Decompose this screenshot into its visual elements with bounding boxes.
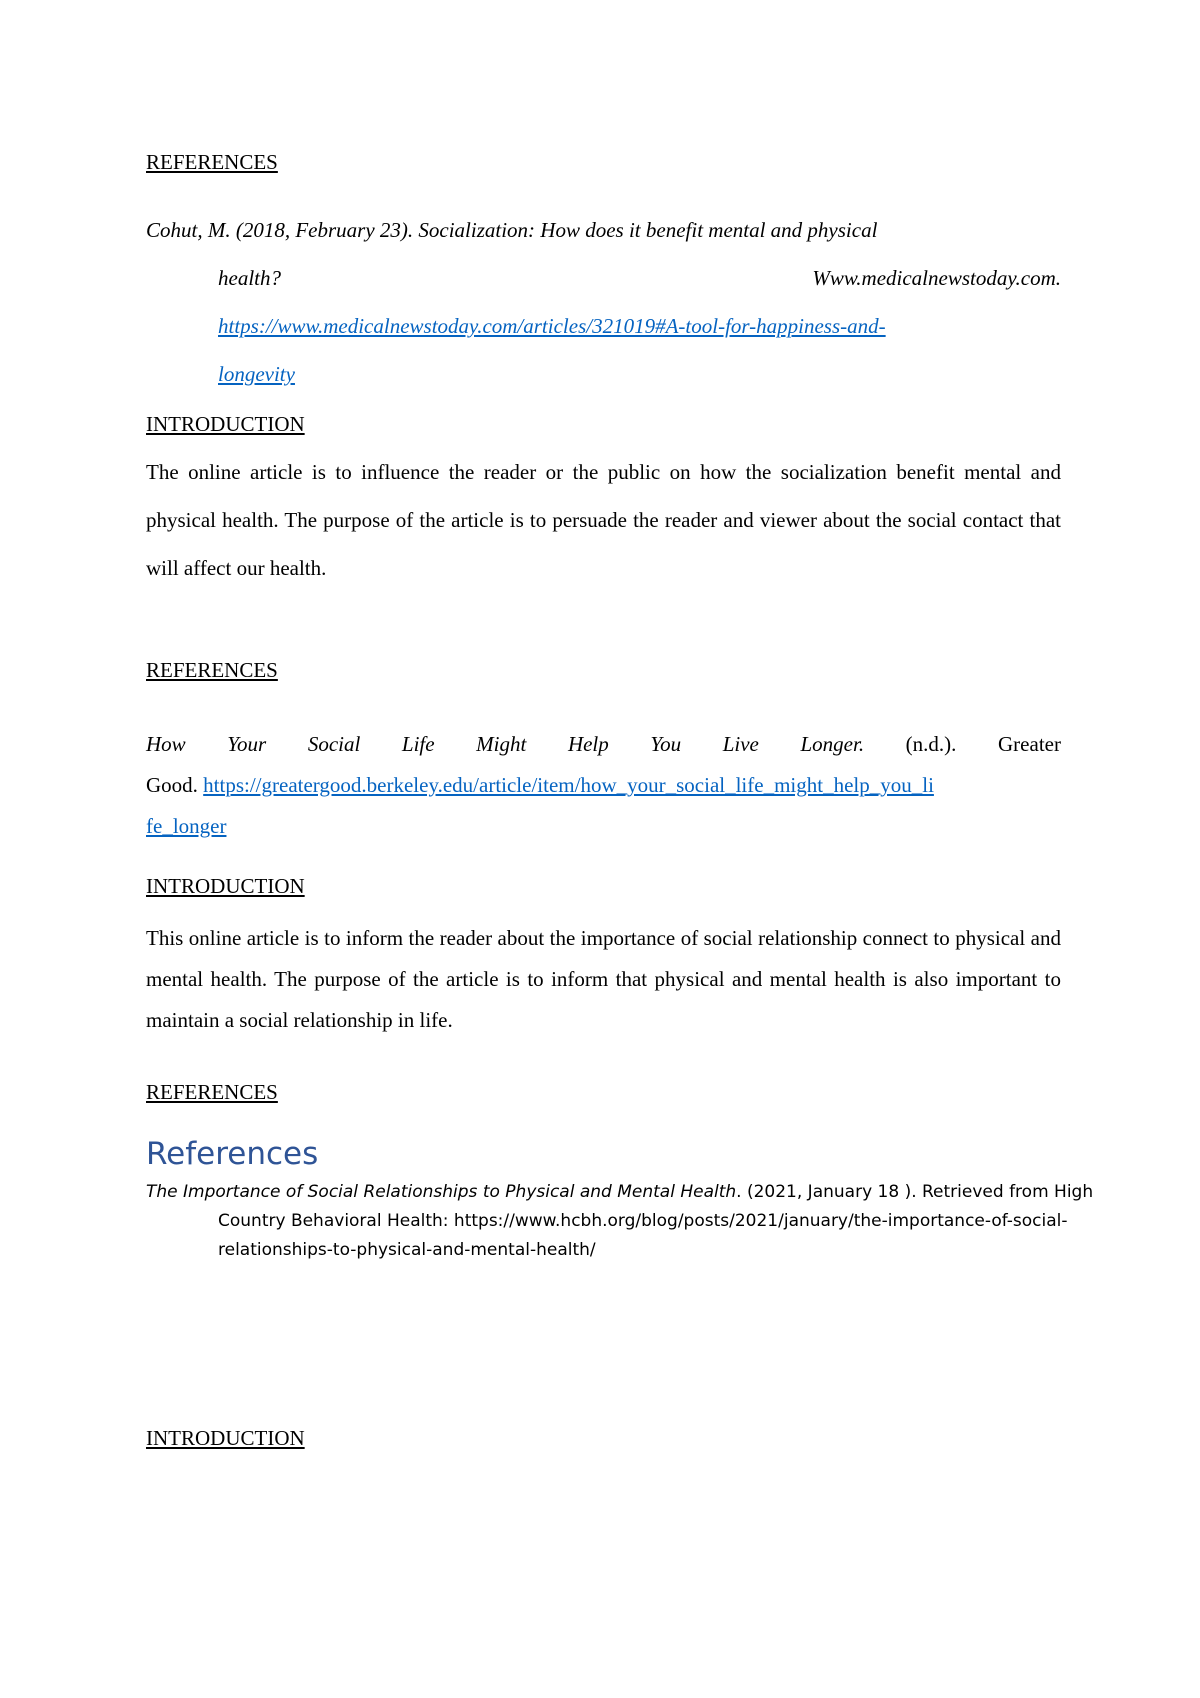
citation-1-title-end: health? [218, 266, 281, 290]
citation-2-nd: (n.d.). [905, 732, 957, 756]
citation-2 [146, 724, 1061, 847]
introduction-heading-1: INTRODUCTION [146, 412, 305, 436]
citation-1-site: Www.medicalnewstoday.com. [812, 266, 1061, 290]
introduction-paragraph-2: This online article is to inform the reader about the importance of social relationship connect to physical and mental health. The purpose of the article is to inform that physical and mental health is also important to maintain a social relationship in life. [146, 926, 1061, 1032]
introduction-paragraph-1: The online article is to influence the reader or the public on how the socialization benefit mental and physical health. The purpose of the article is to persuade the reader and viewer about the social contact that will affect our health. [146, 460, 1061, 580]
citation-2-url-link-cont[interactable]: fe_longer [146, 814, 227, 838]
citation-1-title: Socialization: How does it benefit mental and physical [418, 218, 878, 242]
references-title: References [146, 1136, 319, 1172]
introduction-heading-2: INTRODUCTION [146, 874, 305, 898]
references-heading-3: REFERENCES [146, 1080, 278, 1104]
references-heading-2: REFERENCES [146, 658, 278, 682]
citation-2-url-link[interactable]: https://greatergood.berkeley.edu/article/item/how_your_social_life_might_help_you_li [203, 773, 934, 797]
citation-3-title: The Importance of Social Relationships to Physical and Mental Health [146, 1182, 737, 1202]
citation-2-publisher-cont: Good. [146, 773, 198, 797]
citation-3 [146, 1178, 1133, 1265]
citation-1-url-link-cont[interactable]: longevity [218, 362, 295, 386]
citation-1-author: Cohut, M. (2018, February 23). [146, 218, 414, 242]
citation-3-details: . (2021, January 18 ). Retrieved from High Country Behavioral Health: https://www.hcbh.org/blog/posts/2021/january/the-importance-of-social-relationships-to-physical-and-mental-health/ [218, 1182, 1094, 1260]
citation-1 [146, 206, 1061, 398]
citation-1-url-link[interactable]: https://www.medicalnewstoday.com/articles/321019#A-tool-for-happiness-and- [218, 314, 886, 338]
citation-2-publisher: Greater [998, 732, 1061, 756]
references-heading-1: REFERENCES [146, 150, 278, 174]
introduction-heading-3: INTRODUCTION [146, 1426, 305, 1450]
citation-2-title-line: How Your Social Life Might Help You Live Longer. (n.d.). Greater [146, 724, 1061, 765]
